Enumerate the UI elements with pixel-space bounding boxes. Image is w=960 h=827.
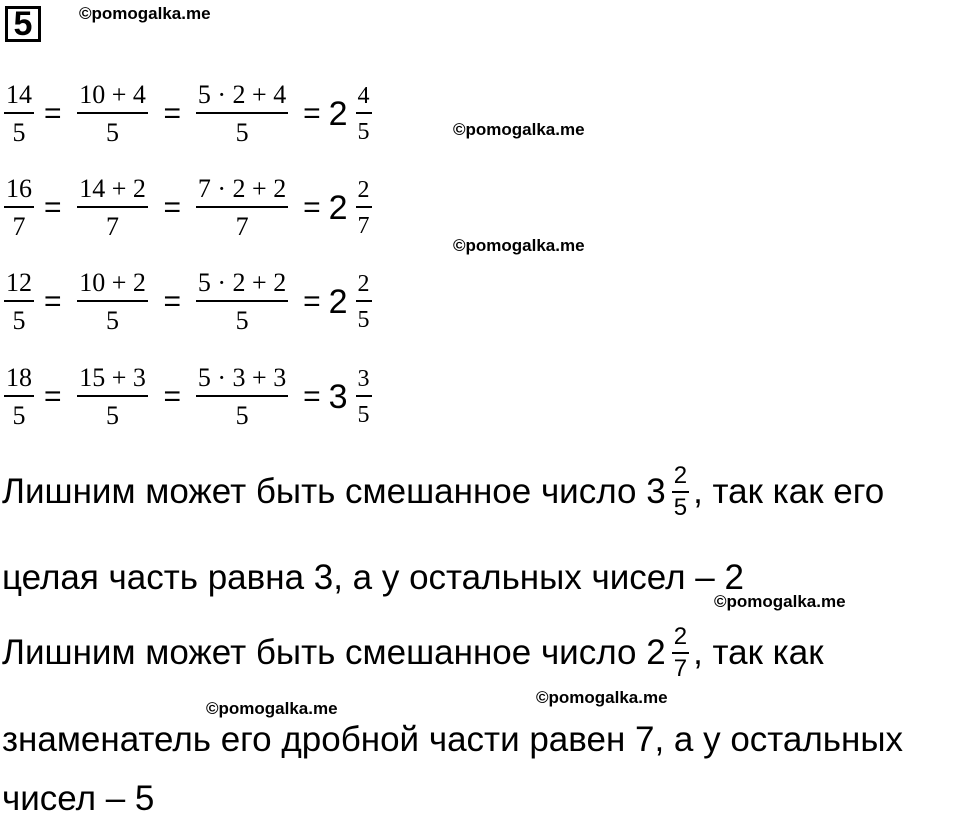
- product-fraction: $\frac{7 \cdot 2 + 2}{7}$: [197, 174, 287, 241]
- equation-row: $\frac{18}{5}$ = $\frac{15 + 3}{5}$ = $\frac{5 \cdot 3 + 3}{5}$ = 3 $\frac{3}{5}$: [2, 360, 372, 434]
- product-fraction: $\frac{5 \cdot 2 + 2}{5}$: [197, 268, 287, 335]
- watermark-text: ©pomogalka.me: [453, 236, 585, 255]
- improper-fraction: $\frac{16}{7}$: [6, 174, 32, 241]
- inline-fraction: $\frac{2}{7}$: [673, 623, 688, 682]
- answer-1-line-1: Лишним может быть смешанное число 3 $\frac{2}{5}$ , так как его: [2, 462, 885, 521]
- watermark-text: ©pomogalka.me: [714, 592, 846, 611]
- answer-1-line-2: целая часть равна 3, а у остальных чисел – 2: [2, 558, 744, 597]
- equation-row: $\frac{14}{5}$ = $\frac{10 + 4}{5}$ = $\frac{5 \cdot 2 + 4}{5}$ = 2 $\frac{4}{5}$: [2, 77, 372, 151]
- mixed-number: 2 $\frac{2}{7}$: [328, 177, 370, 239]
- sum-fraction: $\frac{15 + 3}{5}$: [79, 363, 146, 430]
- watermark-text: ©pomogalka.me: [79, 4, 211, 23]
- product-fraction: $\frac{5 \cdot 3 + 3}{5}$: [197, 363, 287, 430]
- task-number-badge: 5: [5, 6, 41, 42]
- mixed-number: 2 $\frac{2}{5}$: [328, 271, 370, 333]
- equation-row: $\frac{12}{5}$ = $\frac{10 + 2}{5}$ = $\frac{5 \cdot 2 + 2}{5}$ = 2 $\frac{2}{5}$: [2, 265, 372, 339]
- watermark-text: ©pomogalka.me: [206, 699, 338, 718]
- improper-fraction: $\frac{12}{5}$: [6, 268, 32, 335]
- equation-row: $\frac{16}{7}$ = $\frac{14 + 2}{7}$ = $\frac{7 \cdot 2 + 2}{7}$ = 2 $\frac{2}{7}$: [2, 171, 372, 245]
- watermark-text: ©pomogalka.me: [453, 120, 585, 139]
- answer-2-line-2: знаменатель его дробной части равен 7, а у остальных: [2, 720, 904, 759]
- answer-2-line-3: чисел – 5: [2, 779, 155, 818]
- inline-fraction: $\frac{2}{5}$: [673, 462, 688, 521]
- mixed-number: 2 $\frac{4}{5}$: [328, 83, 370, 145]
- improper-fraction: $\frac{14}{5}$: [6, 80, 32, 147]
- improper-fraction: $\frac{18}{5}$: [6, 363, 32, 430]
- mixed-number: 3 $\frac{3}{5}$: [328, 366, 370, 428]
- sum-fraction: $\frac{10 + 4}{5}$: [79, 80, 146, 147]
- sum-fraction: $\frac{10 + 2}{5}$: [79, 268, 146, 335]
- answer-2-line-1: Лишним может быть смешанное число 2 $\frac{2}{7}$ , так как: [2, 623, 824, 682]
- sum-fraction: $\frac{14 + 2}{7}$: [79, 174, 146, 241]
- product-fraction: $\frac{5 \cdot 2 + 4}{5}$: [197, 80, 287, 147]
- watermark-text: ©pomogalka.me: [536, 688, 668, 707]
